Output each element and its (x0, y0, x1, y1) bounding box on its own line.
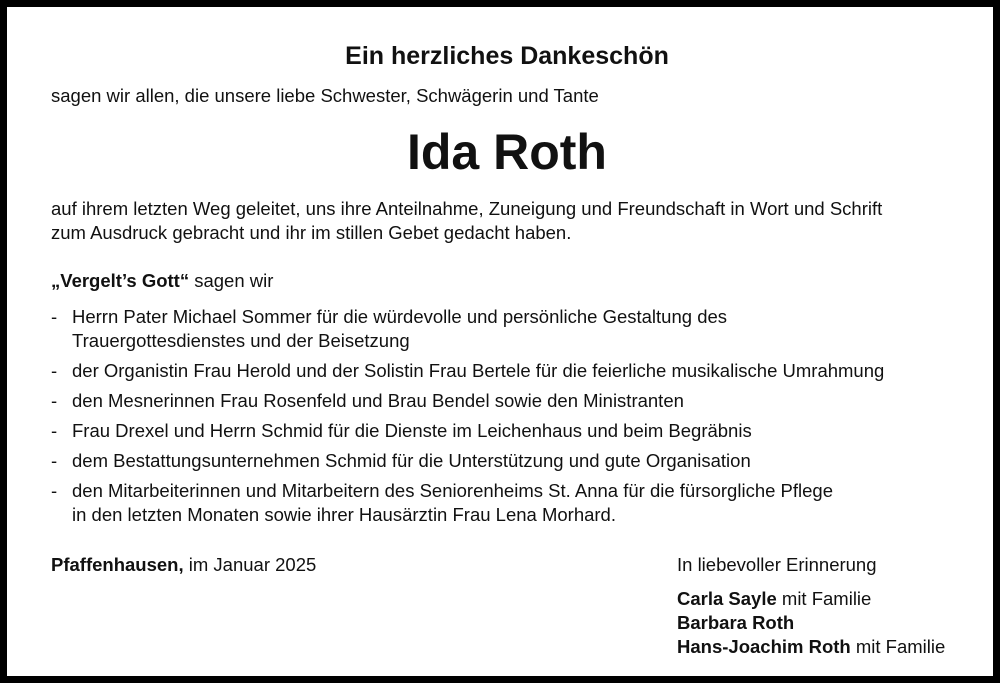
list-dash: - (51, 420, 58, 441)
signature-name: Barbara Roth (677, 612, 795, 633)
list-dash: - (51, 450, 58, 471)
list-item-line: der Organistin Frau Herold und der Solistin Frau Bertele für die feierliche musikalische Umrahmung (72, 360, 885, 381)
place-name: Pfaffenhausen, (51, 554, 184, 575)
list-dash: - (51, 480, 58, 501)
signature-block (677, 553, 945, 659)
list-item (51, 479, 981, 527)
list-item-line: dem Bestattungsunternehmen Schmid für die Unterstützung und gute Organisation (72, 450, 751, 471)
intro-text: sagen wir allen, die unsere liebe Schwester, Schwägerin und Tante (51, 85, 599, 106)
list-item (51, 359, 981, 383)
signature-intro: In liebevoller Erinnerung (677, 554, 877, 575)
thanks-bold: „Vergelt’s Gott“ (51, 270, 190, 291)
gratitude-paragraph (51, 197, 971, 245)
list-item (51, 305, 981, 353)
signature-name: Carla Sayle (677, 588, 777, 609)
list-dash: - (51, 390, 58, 411)
signature-person (677, 635, 945, 659)
signature-suffix: mit Familie (776, 588, 872, 609)
list-item-line: Herrn Pater Michael Sommer für die würdevolle und persönliche Gestaltung des (72, 306, 728, 327)
list-item-line: Frau Drexel und Herrn Schmid für die Dienste im Leichenhaus und beim Begräbnis (72, 420, 752, 441)
list-item-line: den Mitarbeiterinnen und Mitarbeitern des Seniorenheims St. Anna für die fürsorgliche Pflege (72, 480, 833, 501)
paragraph-line: zum Ausdruck gebracht und ihr im stillen Gebet gedacht haben. (51, 222, 572, 243)
notice-heading: Ein herzliches Dankeschön (345, 42, 669, 70)
paragraph-line: auf ihrem letzten Weg geleitet, uns ihre Anteilnahme, Zuneigung und Freundschaft in Wort und Schrift (51, 198, 883, 219)
signature-suffix: mit Familie (850, 636, 946, 657)
list-item-line: Trauergottesdienstes und der Beisetzung (72, 330, 410, 351)
list-dash: - (51, 360, 58, 381)
list-item (51, 419, 981, 443)
list-dash: - (51, 306, 58, 327)
thanks-list (51, 305, 981, 533)
signature-name: Hans-Joachim Roth (677, 636, 851, 657)
list-item-line: in den letzten Monaten sowie ihrer Hausärztin Frau Lena Morhard. (72, 504, 616, 525)
deceased-name: Ida Roth (407, 124, 607, 180)
signature-person (677, 587, 945, 611)
thanks-rest: sagen wir (189, 270, 274, 291)
signature-person (677, 611, 945, 635)
list-item (51, 449, 981, 473)
list-item-line: den Mesnerinnen Frau Rosenfeld und Brau Bendel sowie den Ministranten (72, 390, 684, 411)
date-text: im Januar 2025 (183, 554, 317, 575)
list-item (51, 389, 981, 413)
place-date (51, 553, 316, 577)
thanks-line (51, 269, 273, 293)
